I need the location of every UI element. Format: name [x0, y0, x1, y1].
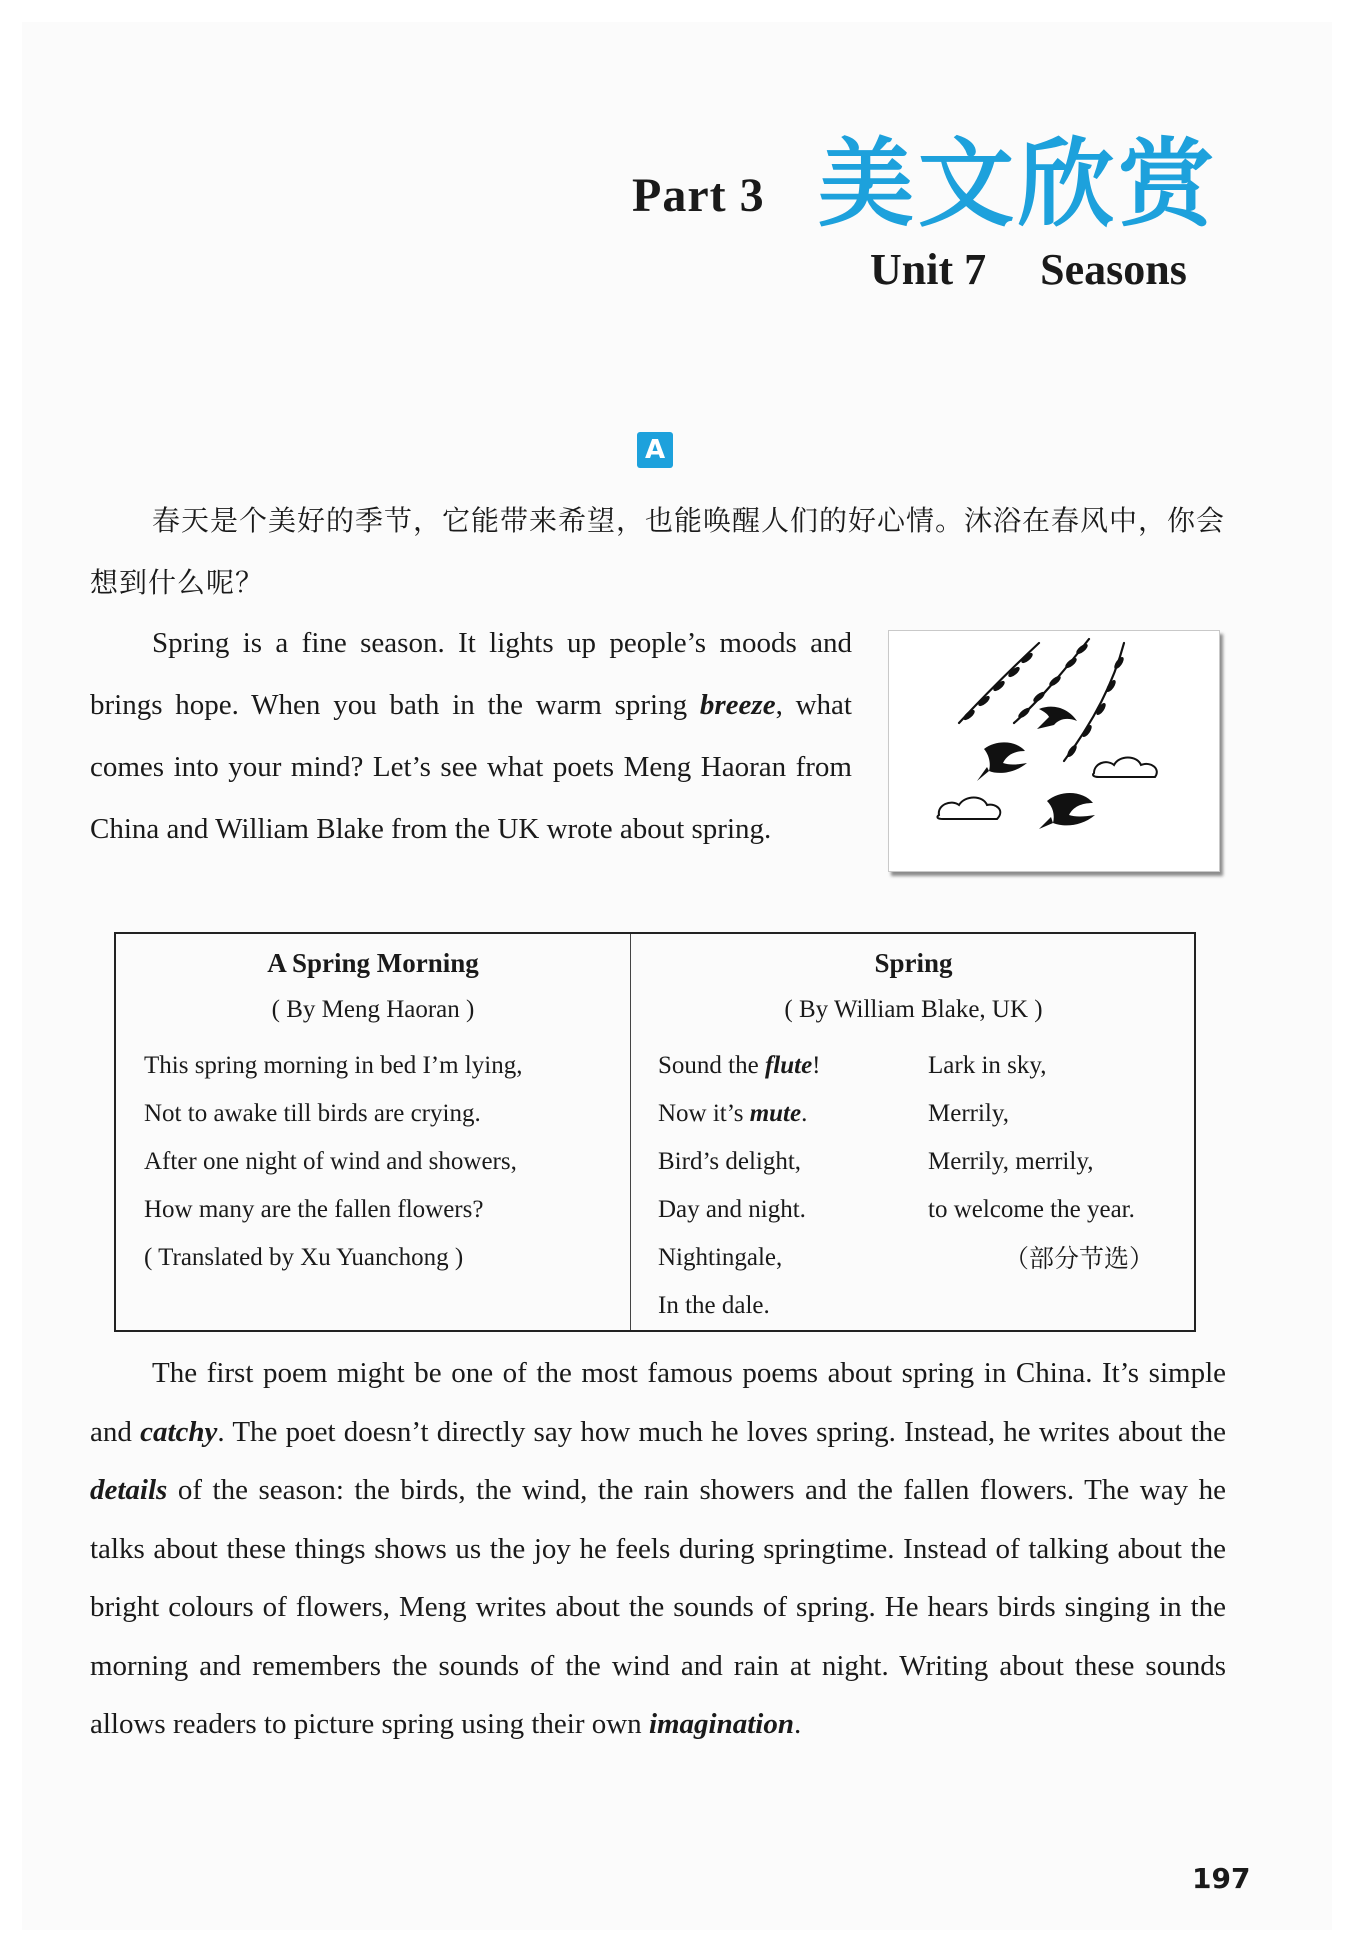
poem-line: Bird’s delight, — [658, 1148, 802, 1175]
poem-line: to welcome the year. — [928, 1196, 1135, 1223]
cloud-shapes — [937, 758, 1156, 820]
swallows-illustration — [888, 630, 1220, 872]
poem-text: ! — [812, 1052, 821, 1079]
poem-text: . — [801, 1100, 808, 1127]
poem-author-left: ( By Meng Haoran ) — [271, 996, 475, 1023]
unit-label: Unit 7 — [870, 245, 987, 294]
essay-text: The first poem might be one of the most famous poems about spring in China. It’s simple and — [90, 1357, 1226, 1448]
poem-line: Lark in sky, — [928, 1052, 1047, 1079]
part-title-cn: 美文欣赏 — [818, 128, 1218, 240]
page-number: 197 — [1192, 1862, 1251, 1895]
poem-line: Not to awake till birds are crying. — [144, 1100, 481, 1127]
translator-credit: ( Translated by Xu Yuanchong ) — [144, 1244, 464, 1271]
poem-line — [658, 1042, 821, 1090]
poem-text: Now it’s — [658, 1100, 750, 1127]
part-label: Part 3 — [632, 169, 765, 222]
poem-line: Nightingale, — [658, 1244, 783, 1271]
essay-text: of the season: the birds, the wind, the rain showers and the fallen flowers. The way he talks about these things shows us the joy he feels during springtime. Instead of talking about the bright colours of flowers, Meng writes about the sounds of spring. He hears birds singing in the morning and remembers the sounds of the wind and rain at night. Writing about these sounds allows readers to picture spring using their own — [90, 1474, 1226, 1740]
poem-line — [658, 1090, 821, 1138]
poem-title-right: Spring — [874, 948, 953, 978]
keyword-breeze: breeze — [699, 689, 776, 721]
poem-author-right: ( By William Blake, UK ) — [784, 996, 1043, 1023]
poem-lines-right-col1 — [658, 1042, 821, 1330]
keyword-catchy: catchy — [140, 1415, 218, 1448]
essay-text: . The poet doesn’t directly say how much he loves spring. Instead, he writes about the — [217, 1415, 1226, 1448]
keyword-details: details — [90, 1474, 168, 1506]
keyword-mute: mute — [749, 1100, 802, 1127]
poem-title-left: A Spring Morning — [267, 948, 479, 978]
intro-text: Spring is a fine season. It lights up people’s moods and brings hope. When you bath in the warm spring — [90, 627, 852, 721]
keyword-imagination: imagination — [648, 1708, 794, 1740]
essay-paragraph — [90, 1344, 1226, 1754]
intro-text: , what comes into your mind? Let’s see what poets Meng Haoran from China and William Blake from the UK wrote about spring. — [90, 689, 852, 845]
swallows-willow-image — [889, 631, 1219, 871]
poem-line: Merrily, merrily, — [928, 1148, 1094, 1175]
keyword-flute: flute — [764, 1052, 813, 1079]
essay-text: . — [793, 1708, 802, 1740]
intro-chinese: 春天是个美好的季节，它能带来希望，也能唤醒人们的好心情。沐浴在春风中，你会想到什么呢？ — [90, 504, 1226, 599]
section-badge: A — [637, 432, 673, 468]
unit-heading — [870, 244, 1187, 295]
poem-lines-left — [144, 1042, 522, 1282]
poem-line: How many are the fallen flowers? — [144, 1196, 484, 1223]
poem-line: In the dale. — [658, 1292, 770, 1319]
poem-lines-right-col2 — [928, 1042, 1135, 1234]
poem-line: After one night of wind and showers, — [144, 1148, 517, 1175]
poem-divider — [630, 934, 631, 1330]
poem-line: Day and night. — [658, 1196, 806, 1223]
poem-line: This spring morning in bed I’m lying, — [144, 1052, 523, 1079]
excerpt-note: （部分节选） — [1004, 1244, 1155, 1273]
unit-title: Seasons — [1040, 245, 1187, 294]
poem-text: Sound the — [658, 1052, 765, 1079]
poem-table — [114, 932, 1196, 1332]
poem-line: Merrily, — [928, 1100, 1009, 1127]
intro-english — [90, 612, 852, 860]
